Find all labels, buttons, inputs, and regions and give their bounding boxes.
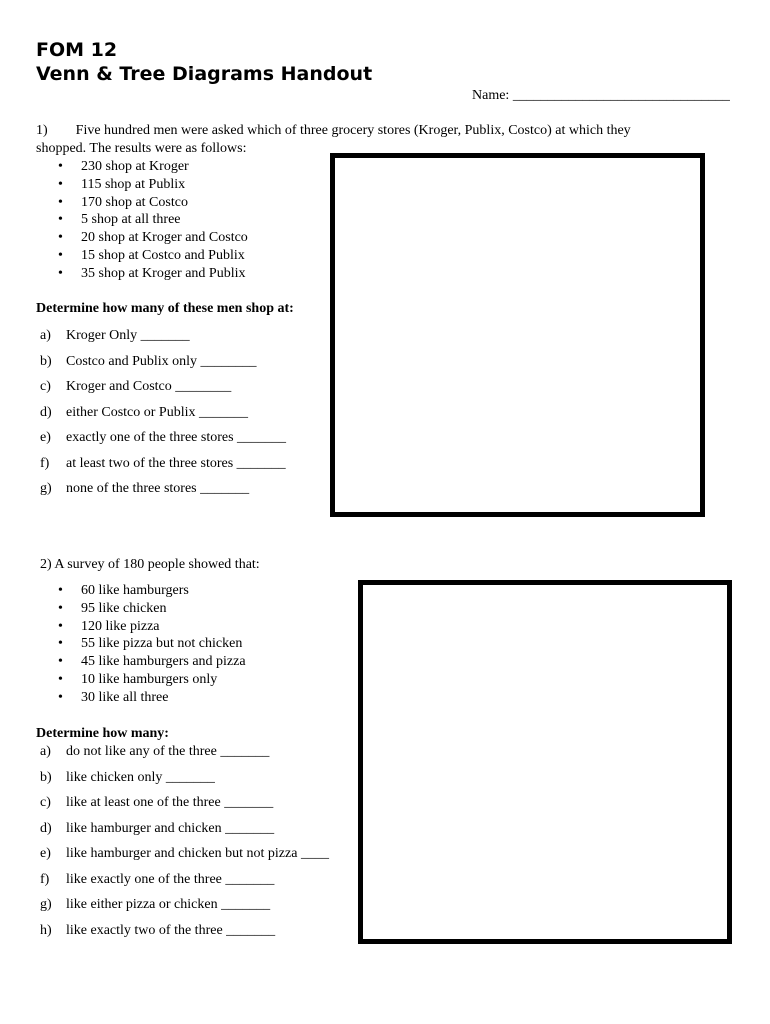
question-letter: g) xyxy=(40,481,52,496)
list-item: • 230 shop at Kroger xyxy=(58,159,189,174)
question-letter: h) xyxy=(40,922,52,938)
list-item: • 5 shop at all three xyxy=(58,212,181,228)
question-text: none of the three stores _______ xyxy=(66,481,250,496)
question-letter: g) xyxy=(40,897,52,912)
question-text: like chicken only _______ xyxy=(66,769,215,785)
list-item: • 95 like chicken xyxy=(58,600,167,616)
question-letter: a) xyxy=(40,328,51,343)
question-item xyxy=(40,820,329,846)
question-item xyxy=(40,455,286,481)
list-item: • 20 shop at Kroger and Costco xyxy=(58,230,248,246)
question-text: at least two of the three stores _______ xyxy=(66,455,286,471)
question-text: like exactly one of the three _______ xyxy=(66,871,275,887)
problem1-number: 1) xyxy=(36,123,48,138)
question-letter: c) xyxy=(40,379,51,394)
question-item xyxy=(40,845,329,871)
question-text: like exactly two of the three _______ xyxy=(66,922,276,938)
name-line: Name: _______________________________ xyxy=(472,88,730,103)
question-text: like either pizza or chicken _______ xyxy=(66,897,271,912)
question-letter: a) xyxy=(40,744,51,759)
question-item xyxy=(40,327,286,353)
question-item xyxy=(40,922,329,948)
question-text: either Costco or Publix _______ xyxy=(66,404,248,420)
problem1-prompt: Determine how many of these men shop at: xyxy=(36,301,294,316)
question-letter: f) xyxy=(40,455,50,471)
list-item: • 15 shop at Costco and Publix xyxy=(58,247,245,263)
list-item: • 115 shop at Publix xyxy=(58,176,186,192)
problem2-intro: 2) A survey of 180 people showed that: xyxy=(40,557,260,572)
bullet-icon: • xyxy=(58,636,63,652)
bullet-icon: • xyxy=(58,176,63,192)
question-item xyxy=(40,429,286,455)
list-item: • 10 like hamburgers only xyxy=(58,671,218,687)
list-item: • 30 like all three xyxy=(58,689,169,705)
question-text: Kroger and Costco ________ xyxy=(66,379,232,394)
list-item: • 60 like hamburgers xyxy=(58,583,189,598)
question-item xyxy=(40,404,286,430)
problem2-prompt: Determine how many: xyxy=(36,726,169,741)
problem2-facts-list xyxy=(36,582,246,707)
question-text: Costco and Publix only ________ xyxy=(66,353,257,369)
question-text: like hamburger and chicken but not pizza ____ xyxy=(66,846,329,861)
question-letter: d) xyxy=(40,820,52,836)
question-item xyxy=(40,871,329,897)
problem1-intro-line1 xyxy=(36,122,631,140)
bullet-icon: • xyxy=(58,689,63,705)
list-item: • 45 like hamburgers and pizza xyxy=(58,654,246,670)
question-letter: e) xyxy=(40,430,51,445)
bullet-icon: • xyxy=(58,618,63,634)
list-item: • 170 shop at Costco xyxy=(58,194,188,210)
question-text: like at least one of the three _______ xyxy=(66,795,274,810)
question-letter: e) xyxy=(40,846,51,861)
problem2-questions xyxy=(40,743,329,947)
question-text: Kroger Only _______ xyxy=(66,328,190,343)
question-letter: c) xyxy=(40,795,51,810)
list-item: • 120 like pizza xyxy=(58,618,160,634)
page-title: Venn & Tree Diagrams Handout xyxy=(36,63,373,85)
bullet-icon: • xyxy=(58,247,63,263)
question-item xyxy=(40,480,286,506)
bullet-icon: • xyxy=(58,194,63,210)
question-letter: b) xyxy=(40,353,52,369)
question-letter: f) xyxy=(40,871,50,887)
problem1-intro-text: Five hundred men were asked which of three grocery stores (Kroger, Publix, Costco) at which they xyxy=(75,123,631,138)
bullet-icon: • xyxy=(58,654,63,670)
bullet-icon: • xyxy=(58,212,63,228)
question-item xyxy=(40,353,286,379)
list-item: • 35 shop at Kroger and Publix xyxy=(58,265,246,281)
question-text: like hamburger and chicken _______ xyxy=(66,820,275,836)
course-title: FOM 12 xyxy=(36,39,118,61)
bullet-icon: • xyxy=(58,600,63,616)
question-item xyxy=(40,896,329,922)
bullet-icon: • xyxy=(58,159,63,174)
question-letter: d) xyxy=(40,404,52,420)
venn-diagram-box-2 xyxy=(358,580,732,944)
list-item: • 55 like pizza but not chicken xyxy=(58,636,243,652)
question-item xyxy=(40,769,329,795)
bullet-icon: • xyxy=(58,583,63,598)
venn-diagram-box-1 xyxy=(330,153,705,517)
bullet-icon: • xyxy=(58,265,63,281)
bullet-icon: • xyxy=(58,671,63,687)
problem1-intro-line2: shopped. The results were as follows: xyxy=(36,141,247,156)
question-letter: b) xyxy=(40,769,52,785)
bullet-icon: • xyxy=(58,230,63,246)
problem1-facts-list xyxy=(36,158,248,283)
question-text: exactly one of the three stores _______ xyxy=(66,430,287,445)
problem1-questions xyxy=(40,327,286,506)
question-text: do not like any of the three _______ xyxy=(66,744,270,759)
question-item xyxy=(40,743,329,769)
question-item xyxy=(40,794,329,820)
question-item xyxy=(40,378,286,404)
